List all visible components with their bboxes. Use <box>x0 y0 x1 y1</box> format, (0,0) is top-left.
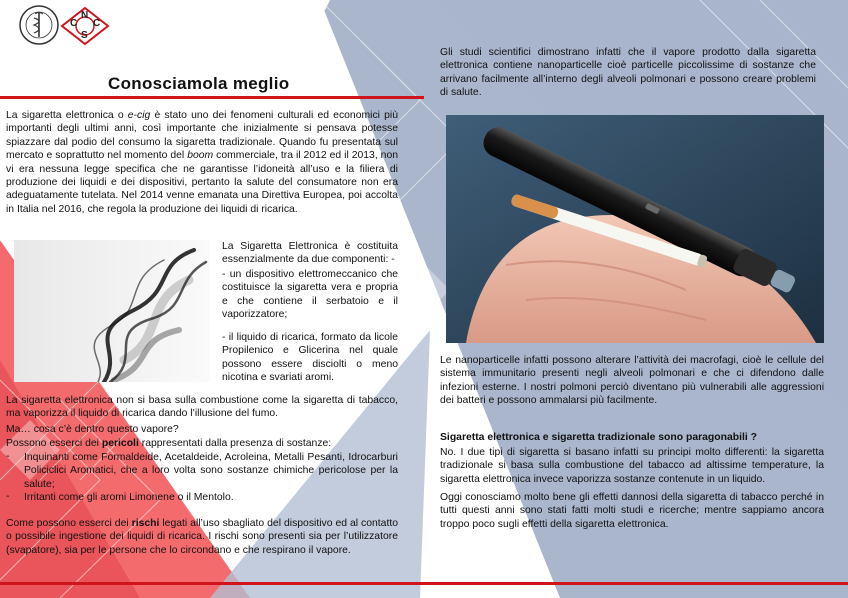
conclusion-paragraph: Oggi conosciamo molto bene gli effetti dannosi della sigaretta di tabacco perché in tutti questi anni sono stati fatti molti studi e ricerche; mentre sappiamo ancora troppo poco sugli effetti della sigaretta elettronica. <box>440 492 824 530</box>
dangers-list <box>6 451 398 505</box>
cnsc-logo <box>60 6 110 46</box>
footer-rule <box>0 582 848 585</box>
danger-bullet-2: - <box>6 491 10 503</box>
vapor-question: Ma… cosa c’è dentro questo vapore? <box>6 424 179 435</box>
component-liquid: - il liquido di ricarica, formato da licole Propilenico e Glicerina nel quale possono essere disciolti o meno nicotina e svariati aromi. <box>222 332 398 384</box>
cnsc-letter-2: N <box>81 10 89 21</box>
combustion-paragraph: La sigaretta elettronica non si basa sulla combustione come la sigaretta di tabacco, ma vaporizza il liquido di ricarica dando l’illusione del fumo. <box>6 395 398 420</box>
components-intro: La Sigaretta Elettronica è costituita essenzialmente da due componenti: - <box>222 241 398 266</box>
compare-heading-text: Sigaretta elettronica e sigaretta tradizionale sono paragonabili ? <box>440 432 757 443</box>
component-device: - un dispositivo elettromeccanico che costituisce la sigaretta vera e propria e che contiene il serbatoio e il vaporizzatore; <box>222 269 398 321</box>
cnsc-letter-3: S <box>81 30 88 41</box>
ecig-photo <box>446 115 824 343</box>
danger-text-irritants: Irritanti come gli aromi Limonene o il Mentolo. <box>24 492 234 504</box>
iss-logo <box>18 4 60 46</box>
intro-paragraph <box>6 109 398 216</box>
dangers-intro <box>6 437 398 450</box>
intro-boom: boom <box>187 150 214 162</box>
cnsc-letter-1: C <box>70 18 78 29</box>
risks-paragraph <box>6 517 398 557</box>
risks-text-2: legati all’uso sbagliato del dispositivo ed al contatto o possibile ingestione dei liquidi di ricarica. I rischi sono presenti sia per l’utilizzatore (svapatore), sia per le persone che lo circondano e che respirano il vapore. <box>6 518 399 556</box>
danger-item-pollutants <box>6 451 398 491</box>
danger-text-pollutants: Inquinanti come Formaldeide, Acetaldeide, Acroleina, Metalli Pesanti, Idrocarburi Policiclici Aromatici, che a loro volta sono sostanze chimiche pericolose per la salute; <box>24 452 398 490</box>
compare-answer: No. I due tipi di sigaretta si basano infatti su principi molto differenti: la sigaretta tradizionale si basa sulla combustione del tabacco ad altissime temperature, la sigaretta elettronica invece vaporizza sostanze contenute in un liquido. <box>440 447 824 485</box>
danger-item-irritants <box>6 491 398 504</box>
dangers-word: pericoli <box>101 438 139 449</box>
risks-text-1: Come possono esserci dei <box>6 518 132 529</box>
studies-paragraph: Gli studi scientifici dimostrano infatti che il vapore prodotto dalla sigaretta elettronica contiene nanoparticelle cioè particelle piccolissime di sostanze che arrivano facilmente all’interno degli alveoli polmonari e possono creare problemi di salute. <box>440 47 816 99</box>
title-underline <box>0 96 424 99</box>
intro-text-1: La sigaretta elettronica o <box>6 110 128 121</box>
dangers-text-1: Possono esserci dei <box>6 438 102 449</box>
intro-text-2: è stato uno dei fenomeni culturali ed economici più importanti degli ultimi anni, così importante che inizialmente si pensava potesse spiazzare dal podio del consumo la sigaretta tradizionale. Quando fu presentata sul mercato e soprattutto nel momento del <box>6 110 398 162</box>
intro-text-3: commerciale, tra il 2012 ed il 2013, non vi era nessuna legge specifica che ne garantisse l’idoneità all’uso e la filiera di produzione dei liquidi e dei dispositivi, pertanto la salute del consumatore non era adeguatamente tutelata. Nel 2014 venne emanata una Direttiva Europea, poi accolta in Italia nel 2016, che regola la produzione dei liquidi di ricarica. <box>6 150 399 215</box>
risks-word: rischi <box>131 518 160 529</box>
dangers-text-2: rappresentati dalla presenza di sostanze: <box>138 438 332 449</box>
compare-heading <box>440 431 824 444</box>
danger-bullet-1: - <box>6 451 10 462</box>
intro-ecig: e-cig <box>127 110 151 121</box>
nanoparticles-paragraph: Le nanoparticelle infatti possono alterare l’attività dei macrofagi, cioè le cellule del sistema immunitario presenti negli alveoli polmonari e che ci difendono dalle infezioni esterne. I nostri polmoni perciò diventano più vulnerabili alle aggressioni dei batteri e possono ammalarsi più facilmente. <box>440 355 824 407</box>
page-title: Conosciamola meglio <box>108 74 290 93</box>
cnsc-letter-4: C <box>93 18 101 29</box>
smoke-image <box>14 240 210 382</box>
